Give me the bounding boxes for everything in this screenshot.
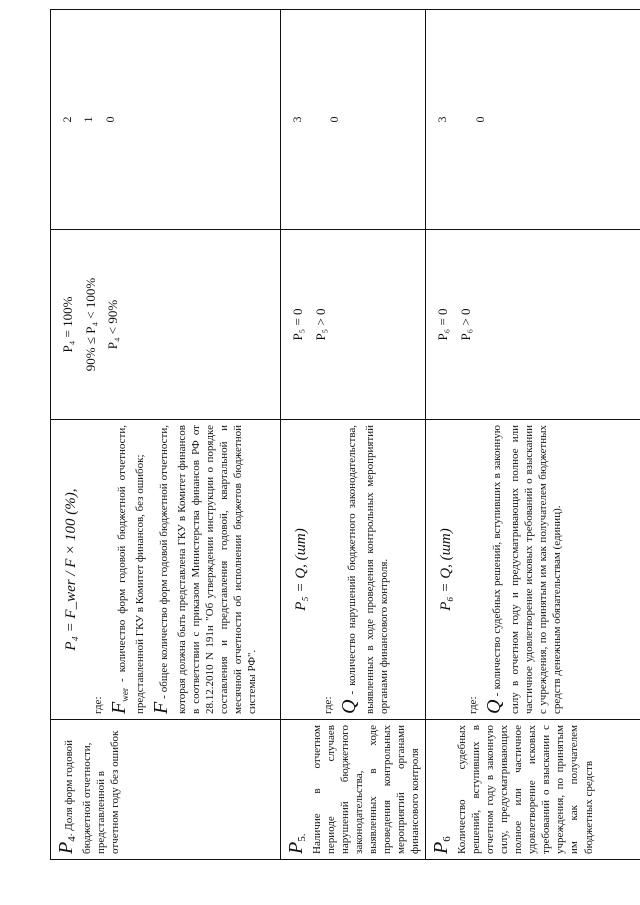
table-row-p5 <box>281 10 426 860</box>
where-label: где: <box>467 696 480 714</box>
score: 3 <box>435 116 450 123</box>
condition: P₆ = 0 <box>435 308 451 341</box>
indicators-table <box>50 9 640 860</box>
formula: P₄ = F_wer / F × 100 (%), <box>63 488 79 651</box>
variable-definition <box>337 425 391 714</box>
score-cell <box>51 10 281 230</box>
score-cell <box>281 10 426 230</box>
condition: 90% ≤ P₄ < 100% <box>82 277 98 372</box>
variable-symbol: Q <box>483 699 506 714</box>
indicator-subscript: 5. <box>296 833 309 842</box>
indicator-name-cell <box>281 720 426 860</box>
indicator-subscript: 6 <box>441 836 454 842</box>
variable-symbol: F <box>108 701 131 714</box>
formula: P₅ = Q, (шт) <box>293 528 309 611</box>
score: 0 <box>327 116 342 123</box>
rotated-table-wrapper <box>50 10 640 860</box>
table-row-p4 <box>51 10 281 860</box>
formula-cell <box>426 420 640 720</box>
condition: P₄ = 100% <box>60 296 75 353</box>
indicator-name-cell <box>426 720 640 860</box>
conditions-cell <box>281 230 426 420</box>
score: 0 <box>102 116 117 123</box>
indicator-text: Количество судебных решений, вступивших в отчетном году в законную силу, предусматривающих полное или частичное удовлетворение исковых требований о взыскании с учреждения, по принятым им как получателем бюджетных средств <box>455 725 595 854</box>
where-label: где: <box>92 696 105 714</box>
variable-symbol: Q <box>338 699 361 714</box>
formula-cell <box>281 420 426 720</box>
indicator-symbol: P <box>430 841 453 854</box>
variable-text: - количество судебных решений, вступивших в законную силу в отчетном году и предусматривающих полное или частичное удовлетворение исковых требований о взыскании с учреждения, по принятым им как получателем бюджетных средств денежным обязательствам (единиц). <box>491 425 564 714</box>
condition: P₆ > 0 <box>457 308 473 341</box>
variable-definition <box>149 425 259 714</box>
condition: P₅ = 0 <box>290 308 305 341</box>
score: 2 <box>60 116 74 123</box>
variable-definition <box>107 425 147 714</box>
variable-text: - количество форм годовой бюджетной отчетности, представленной ГКУ в Комитет финансов, без ошибок; <box>116 425 146 714</box>
score: 1 <box>81 116 96 123</box>
variable-text: - общее количество форм годовой бюджетной отчетности, которая должна быть представлена ГКУ в Комитет финансов в соответствии с приказом Министерства финансов РФ от 28.12.2010 N 191н "Об утверждении инструкции о порядке составления и представления годовой, квартальной и месячной отчетности об исполнении бюджетов бюджетной системы РФ". <box>157 425 258 714</box>
conditions-cell <box>51 230 281 420</box>
indicator-name-cell <box>51 720 281 860</box>
indicator-symbol: P <box>55 841 77 854</box>
indicator-text: Наличие в отчетном периоде случаев нарушений бюджетного законодательства, выявленных в ходе проведения контрольных мероприятий органами финансового контроля <box>310 725 422 854</box>
score: 3 <box>290 116 304 123</box>
indicator-subscript: 4 <box>66 836 79 842</box>
indicator-text: . Доля форм годовой бюджетной отчетности, представленной в отчетном году без ошибок <box>63 730 121 854</box>
indicator-symbol: P <box>285 841 307 854</box>
condition: P₅ > 0 <box>312 308 328 341</box>
variable-subscript: wer <box>120 688 131 702</box>
conditions-cell <box>426 230 640 420</box>
table-row-p6 <box>426 10 640 860</box>
formula: P₆ = Q, (шт) <box>438 528 455 611</box>
condition: P₄ < 90% <box>105 299 121 350</box>
where-label: где: <box>322 696 335 714</box>
score-cell <box>426 10 640 230</box>
variable-symbol: F <box>149 701 172 714</box>
formula-cell <box>51 420 281 720</box>
score: 0 <box>472 116 487 123</box>
variable-definition <box>482 425 564 714</box>
variable-text: - количество нарушений бюджетного законодательства, выявленных в ходе проведения контрольных мероприятий органами финансового контроля. <box>346 425 390 714</box>
